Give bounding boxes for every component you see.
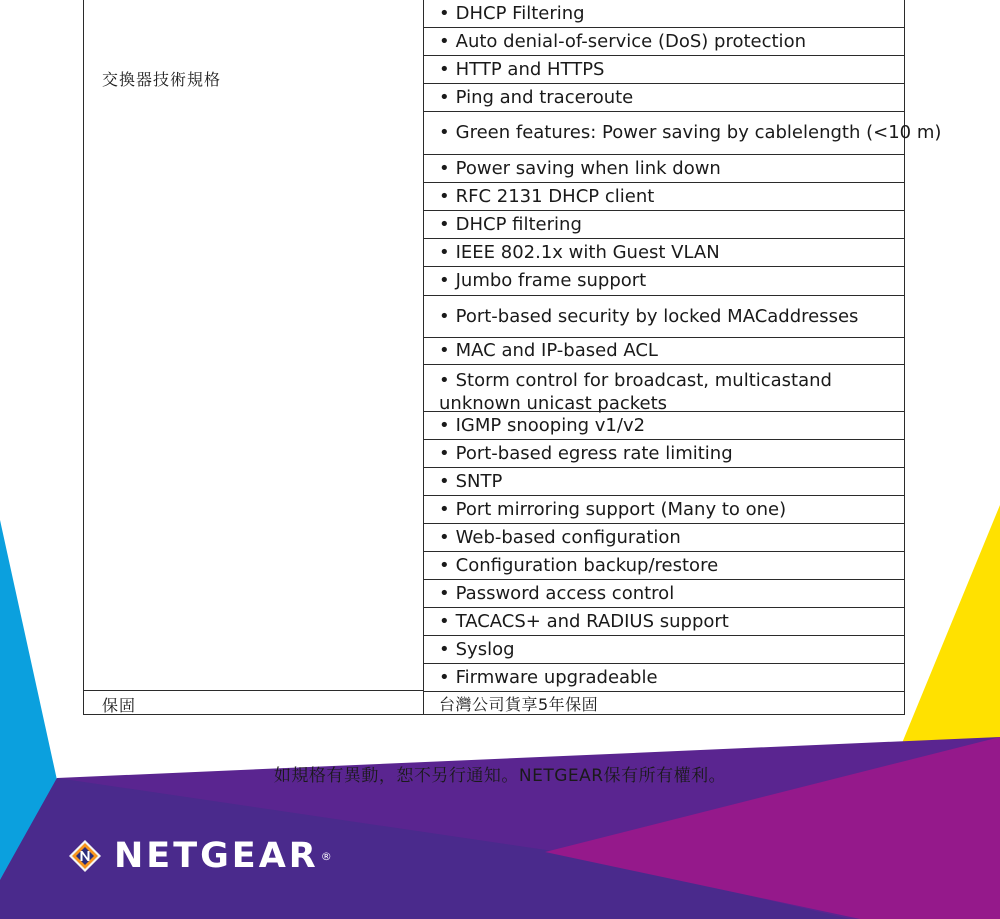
feature-row: • DHCP Filtering [424, 0, 905, 28]
feature-row: • Password access control [424, 580, 905, 608]
feature-row: • Firmware upgradeable [424, 664, 905, 692]
feature-row: • DHCP filtering [424, 211, 905, 239]
feature-row: • Port-based egress rate limiting [424, 440, 905, 468]
feature-row: • RFC 2131 DHCP client [424, 183, 905, 211]
feature-row: • Port mirroring support (Many to one) [424, 496, 905, 524]
feature-row: • Auto denial-of-service (DoS) protection [424, 28, 905, 56]
section-label-warranty: 保固 [102, 696, 137, 715]
feature-row: • Web-based configuration [424, 524, 905, 552]
disclaimer-text: 如規格有異動，恕不另行通知。NETGEAR保有所有權利。 [273, 766, 727, 786]
feature-row: • MAC and IP-based ACL [424, 338, 905, 365]
feature-row: • Jumbo frame support [424, 267, 905, 296]
feature-row: • Ping and traceroute [424, 84, 905, 112]
netgear-logo-icon [68, 839, 102, 873]
feature-row: • IEEE 802.1x with Guest VLAN [424, 239, 905, 267]
feature-row: • Storm control for broadcast, multicastand unknown unicast packets [424, 365, 905, 412]
registered-mark: ® [320, 849, 332, 863]
warranty-value: 台灣公司貨享5年保固 [439, 695, 599, 714]
feature-row: • Green features: Power saving by cablelength (<10 m) [424, 112, 905, 155]
feature-row: • Power saving when link down [424, 155, 905, 183]
feature-row: • Configuration backup/restore [424, 552, 905, 580]
yellow-accent-shape [893, 505, 1000, 765]
section-label-switch-specs: 交換器技術規格 [102, 70, 222, 89]
feature-row: • HTTP and HTTPS [424, 56, 905, 84]
feature-row: • IGMP snooping v1/v2 [424, 412, 905, 440]
brand-name: NETGEAR [114, 836, 319, 876]
feature-row: • TACACS+ and RADIUS support [424, 608, 905, 636]
feature-list [424, 0, 942, 692]
feature-row: • Syslog [424, 636, 905, 664]
netgear-logo [68, 836, 332, 876]
section-divider [84, 690, 423, 691]
feature-row: • Port-based security by locked MACaddresses [424, 296, 905, 338]
feature-row: • SNTP [424, 468, 905, 496]
spec-table [83, 0, 942, 715]
